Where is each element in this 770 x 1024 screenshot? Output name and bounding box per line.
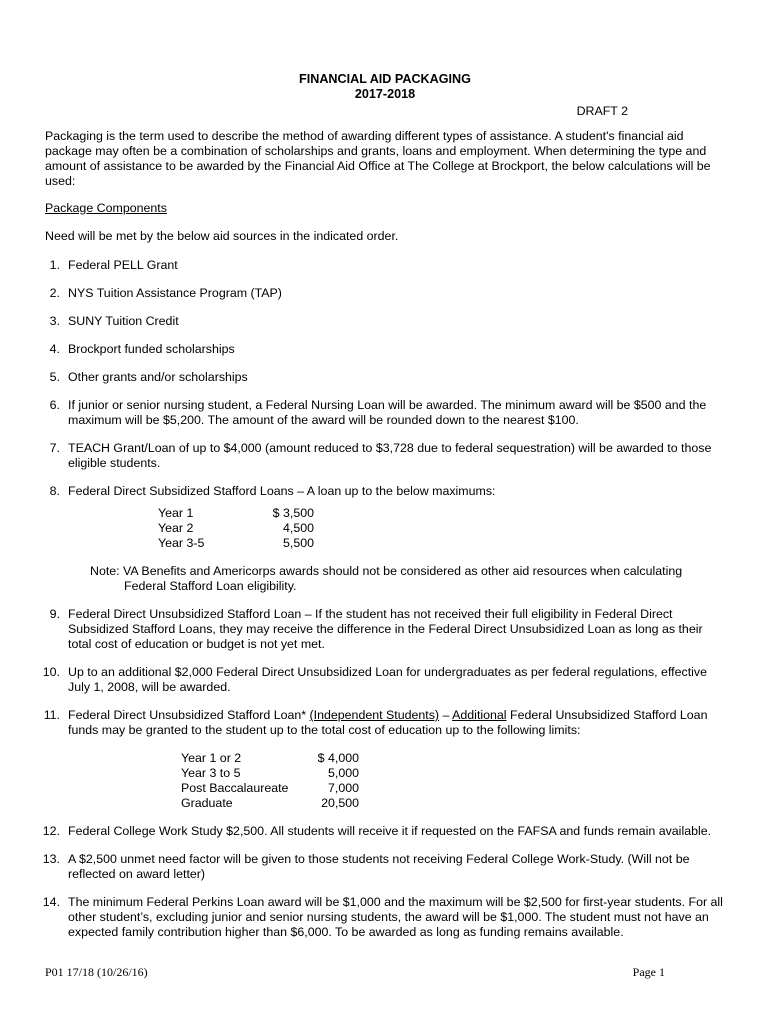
list-item: 13. A $2,500 unmet need factor will be given to those students not receiving Federal College Work-Study. (Will not be reflected on award letter): [42, 852, 690, 881]
page-footer: [45, 965, 665, 980]
intro-paragraph: Packaging is the term used to describe the method of awarding different types of assistance. A student's financial aid package may often be a combination of scholarships and grants, loans and employment. When determining the type and amount of assistance to be awarded by the Financial Aid Office at The College at Brockport, the below calculations will be used:: [45, 129, 711, 188]
document-title: FINANCIAL AID PACKAGING: [299, 72, 471, 86]
list-item: 14. The minimum Federal Perkins Loan award will be $1,000 and the maximum will be $2,500 for first-year students. For all other student’s, excluding junior and senior nursing students, the award will be $1,000. The student must not have an expected family contribution higher than $6,000. To be awarded as long as funding remains available.: [42, 895, 723, 939]
list-item: 6. If junior or senior nursing student, a Federal Nursing Loan will be awarded. The minimum award will be $500 and the maximum will be $5,200. The amount of the award will be rounded down to the nearest $100.: [49, 398, 707, 427]
aid-list: [42, 258, 725, 940]
document-code: P01 17/18 (10/26/16): [45, 965, 148, 979]
list-item: 2. NYS Tuition Assistance Program (TAP): [49, 286, 282, 300]
list-item: 11. Federal Direct Unsubsidized Stafford Loan* (Independent Students) – Additional Federal Unsubsidized Stafford Loan funds may be granted to the student up to the total cost of education up to the following limits: Year 1 or 2 $ 4,000 Year 3 to 5 5,000 Post Baccalaureate 7,000 Graduate 20,500: [43, 708, 708, 810]
section-heading: Package Components: [45, 201, 167, 215]
table-row: Graduate 20,500: [181, 796, 359, 810]
table-row: Post Baccalaureate 7,000: [181, 781, 359, 795]
list-item: 3. SUNY Tuition Credit: [49, 314, 179, 328]
list-item: 10. Up to an additional $2,000 Federal Direct Unsubsidized Loan for undergraduates as per federal regulations, effective July 1, 2008, will be awarded.: [42, 665, 707, 694]
document-page: [42, 72, 725, 940]
list-item: 9. Federal Direct Unsubsidized Stafford Loan – If the student has not received their full eligibility in Federal Direct Subsidized Stafford Loans, they may receive the difference in the Federal Direct Unsubsidized Loan as long as their total cost of education or budget is not yet met.: [49, 607, 703, 651]
subsidized-limits-table: [158, 506, 314, 551]
note-paragraph: Note: VA Benefits and Americorps awards should not be considered as other aid resources when calculating Federal Stafford Loan eligibility.: [90, 564, 683, 593]
page-number: Page 1: [632, 965, 665, 979]
list-item: 12. Federal College Work Study $2,500. All students will receive it if requested on the FAFSA and funds remain available.: [42, 824, 712, 838]
table-row: Year 3-5 5,500: [158, 536, 314, 550]
draft-label: DRAFT 2: [576, 104, 628, 118]
table-row: Year 1 or 2 $ 4,000: [181, 751, 359, 765]
document-year: 2017-2018: [354, 87, 416, 101]
list-item: 1. Federal PELL Grant: [49, 258, 178, 272]
table-row: Year 2 4,500: [158, 521, 314, 535]
list-item: 8. Federal Direct Subsidized Stafford Loans – A loan up to the below maximums: Year 1 $ 3,500 Year 2 4,500 Year 3-5 5,500 Note: VA Benefits and Americorps awards should not be considered as other aid resources when calculating Federal Stafford Loan eligibility.: [45, 484, 725, 594]
list-item: 5. Other grants and/or scholarships: [49, 370, 248, 384]
additional-label: Additional: [452, 708, 507, 722]
list-item: 4. Brockport funded scholarships: [49, 342, 235, 356]
list-item: 7. TEACH Grant/Loan of up to $4,000 (amount reduced to $3,728 due to federal sequestration) will be awarded to those eligible students.: [49, 441, 712, 470]
table-row: Year 1 $ 3,500: [158, 506, 314, 520]
table-row: Year 3 to 5 5,000: [181, 766, 359, 780]
independent-students-label: (Independent Students): [309, 708, 440, 722]
need-text: Need will be met by the below aid sources in the indicated order.: [45, 229, 399, 243]
unsubsidized-limits-table: [181, 751, 359, 811]
